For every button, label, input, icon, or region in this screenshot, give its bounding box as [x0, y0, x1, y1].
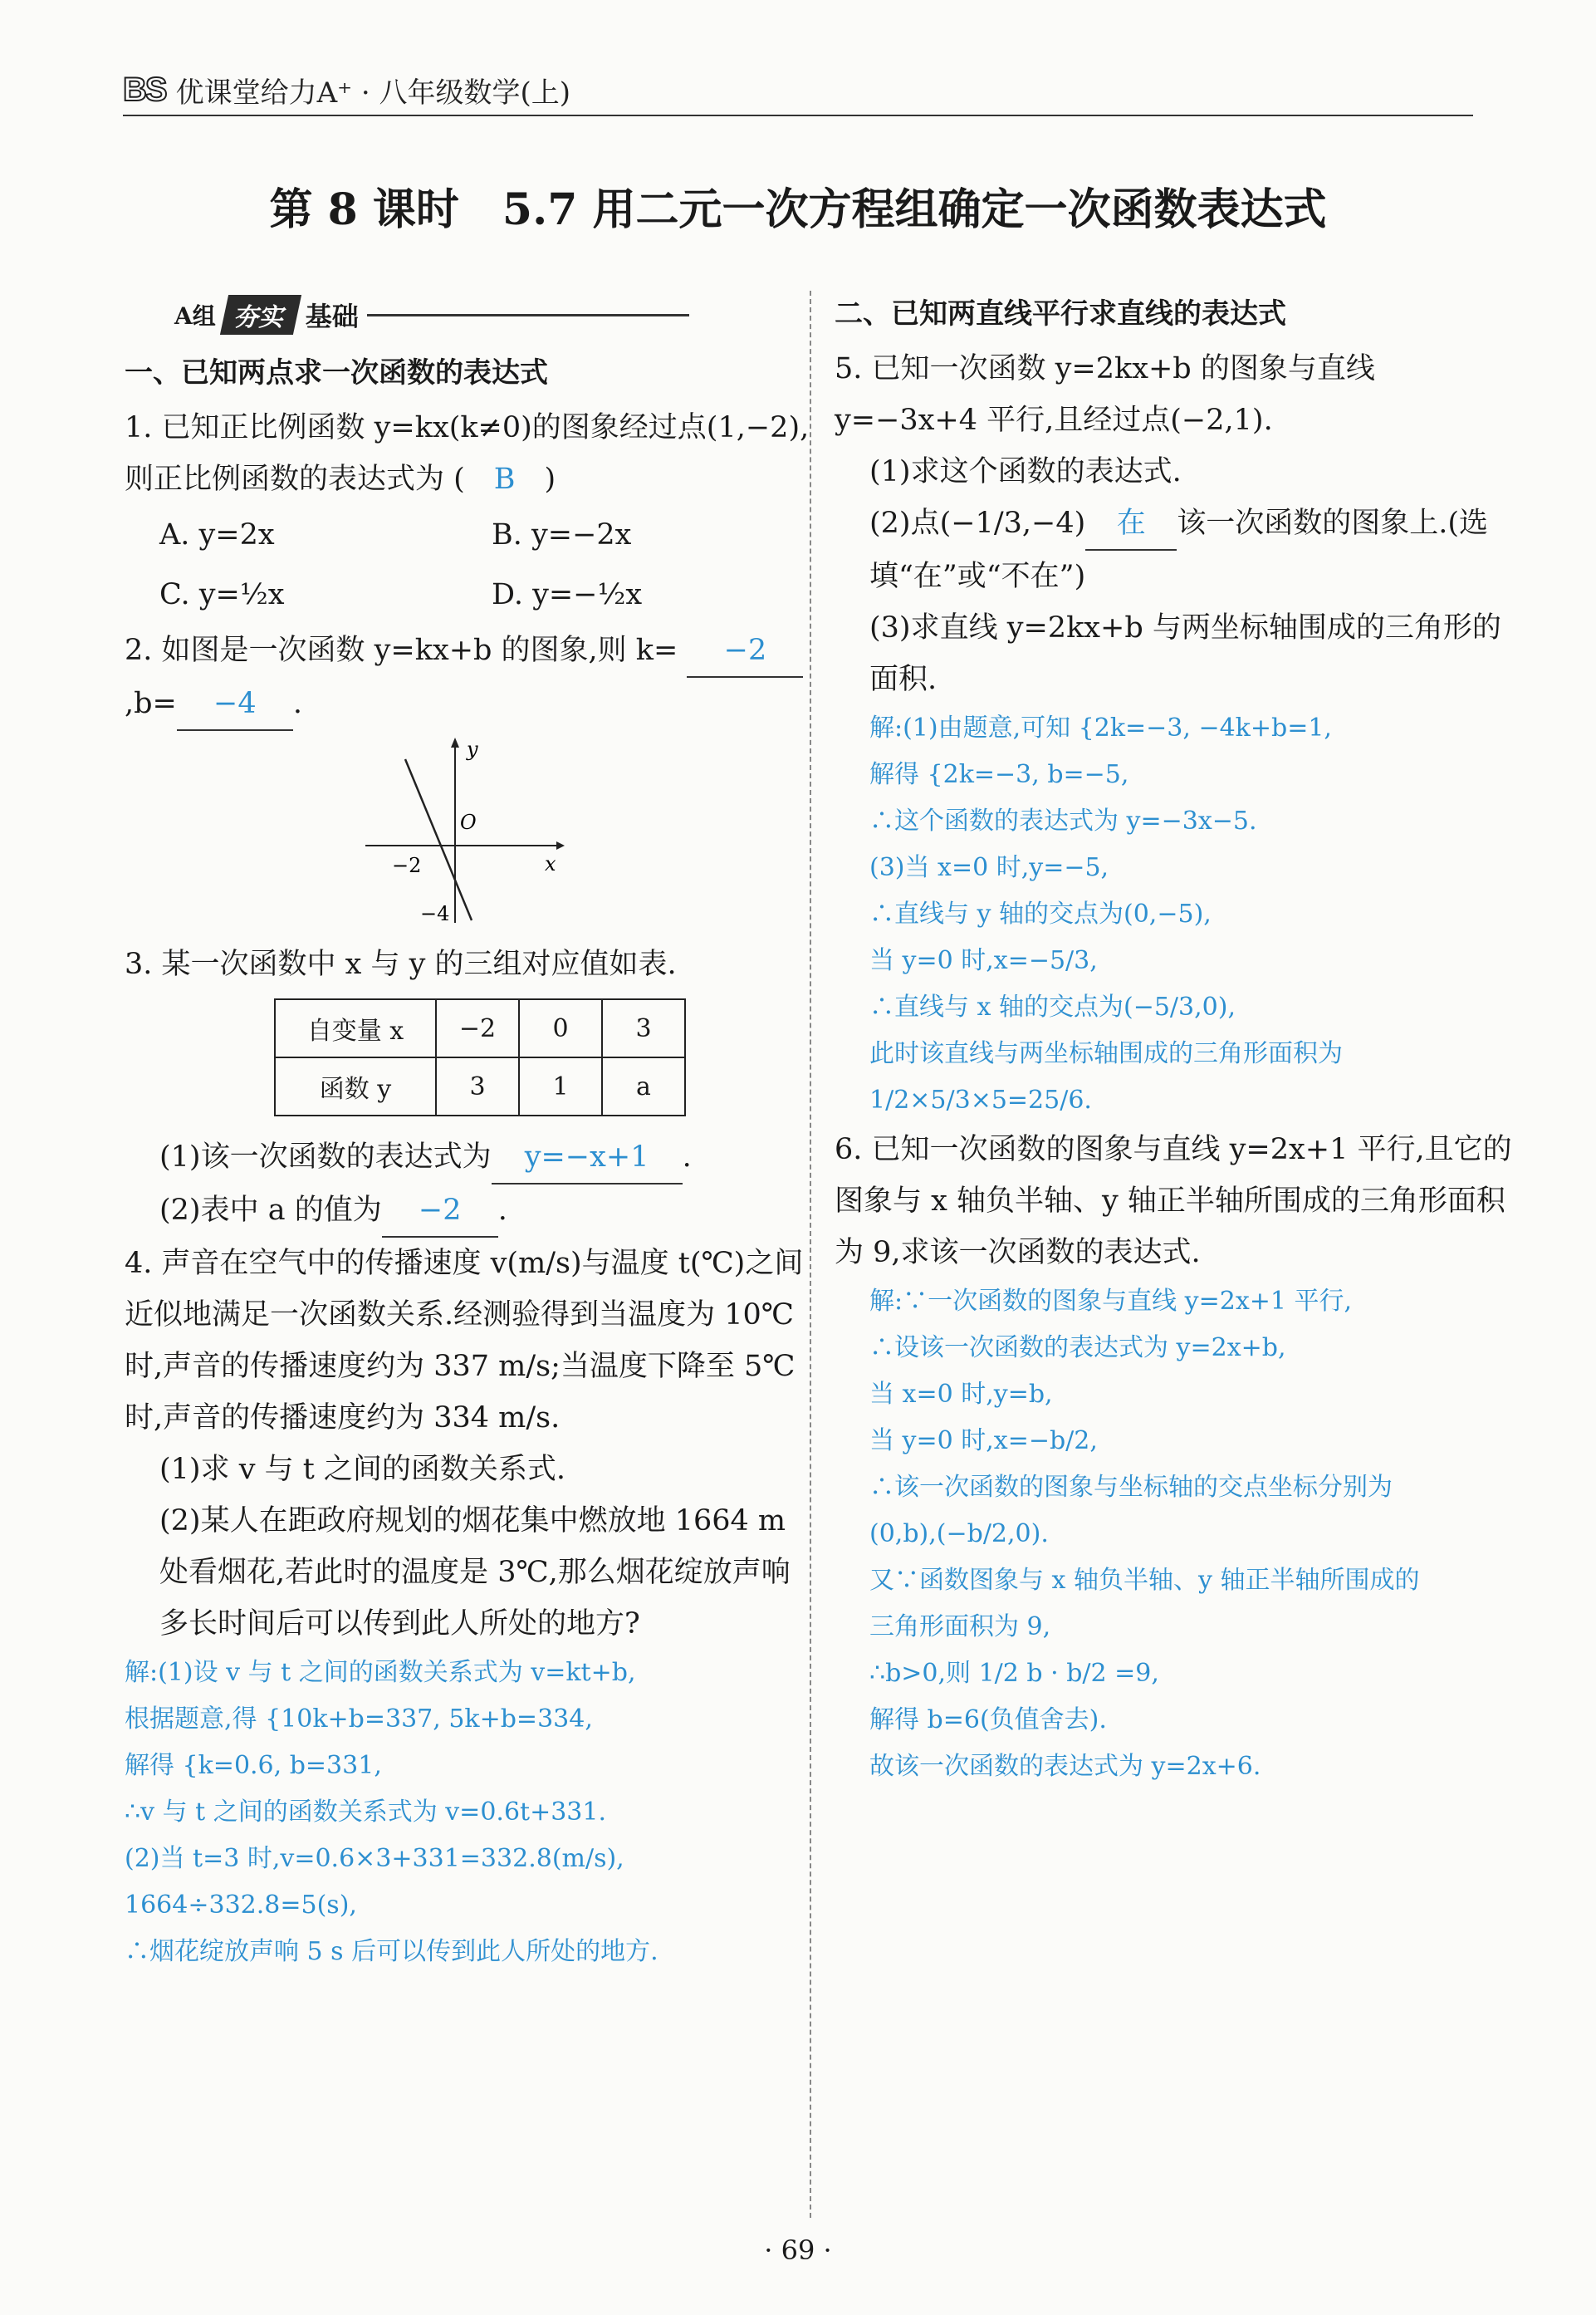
section-2-title: 二、已知两直线平行求直线的表达式: [835, 297, 1286, 331]
question-1: [125, 402, 814, 505]
page-header: [123, 65, 570, 115]
book-title: 优课堂给力A⁺ · 八年级数学(上): [175, 76, 571, 110]
solution-line: 解:∵一次函数的图象与直线 y=2x+1 平行,: [869, 1287, 1353, 1316]
q1-text: 1. 已知正比例函数 y=kx(k≠0)的图象经过点(1,−2),则正比例函数的表达式为 (: [125, 411, 810, 496]
q2-k-answer: −2: [687, 625, 803, 678]
q2-mid: ,b=: [125, 687, 177, 720]
left-column: [125, 282, 814, 1975]
solution-line: ∴该一次函数的图象与坐标轴的交点坐标分别为: [869, 1473, 1393, 1502]
solution-line: (2)当 t=3 时,v=0.6×3+331=332.8(m/s),: [125, 1844, 624, 1873]
q5-part-2: [835, 498, 1524, 602]
q4-part-1: (1)求 v 与 t 之间的函数关系式.: [159, 1453, 566, 1486]
header-rule: [123, 115, 1473, 116]
function-line: [405, 759, 472, 920]
solution-line: ∴烟花绽放声响 5 s 后可以传到此人所处的地方.: [125, 1937, 658, 1966]
bs-logo: BS: [123, 71, 166, 108]
x-axis-arrow: [556, 841, 565, 850]
y-axis-arrow: [451, 738, 459, 748]
solution-line: 又∵函数图象与 x 轴负半轴、y 轴正半轴所围成的: [869, 1566, 1420, 1595]
page-number: · 69 ·: [764, 2234, 832, 2266]
solution-line: 故该一次函数的表达式为 y=2x+6.: [869, 1752, 1261, 1781]
q4-solution: [125, 1650, 814, 1975]
solution-line: 解得 {k=0.6, b=331,: [125, 1751, 382, 1780]
q2-text: 2. 如图是一次函数 y=kx+b 的图象,则 k=: [125, 634, 678, 667]
q3-p1-answer: y=−x+1: [492, 1131, 683, 1184]
choice-d: D. y=−½x: [492, 578, 643, 611]
q3-p1-text: (1)该一次函数的表达式为: [159, 1140, 492, 1174]
solution-line: 根据题意,得 {10k+b=337, 5k+b=334,: [125, 1704, 593, 1734]
solution-line: 解:(1)由题意,可知 {2k=−3, −4k+b=1,: [869, 714, 1332, 743]
right-column: [835, 282, 1524, 1790]
question-5: 5. 已知一次函数 y=2kx+b 的图象与直线 y=−3x+4 平行,且经过点(−2,1).: [835, 352, 1375, 437]
solution-line: 解得 {2k=−3, b=−5,: [869, 760, 1129, 789]
table-row: [275, 1057, 685, 1116]
solution-line: (0,b),(−b/2,0).: [869, 1519, 1049, 1548]
question-3: 3. 某一次函数中 x 与 y 的三组对应值如表.: [125, 948, 677, 981]
solution-line: (3)当 x=0 时,y=−5,: [869, 853, 1109, 882]
q3-part-1: (1)该一次函数的表达式为 y=−x+1 .: [125, 1131, 814, 1184]
q4-part-2: (2)某人在距政府规划的烟花集中燃放地 1664 m 处看烟花,若此时的温度是 3℃,那么烟花绽放声响多长时间后可以传到此人所处的地方?: [159, 1504, 791, 1641]
solution-line: 当 x=0 时,y=b,: [869, 1380, 1053, 1409]
question-6: 6. 已知一次函数的图象与直线 y=2x+1 平行,且它的图象与 x 轴负半轴、y 轴正半轴所围成的三角形面积为 9,求该一次函数的表达式.: [835, 1133, 1512, 1269]
group-banner: [174, 295, 689, 335]
q5-p2-answer: 在: [1085, 498, 1177, 551]
q6-solution: [835, 1278, 1524, 1790]
table-cell: 1: [519, 1057, 602, 1116]
x-axis-label: x: [545, 852, 556, 875]
q2-end: .: [292, 687, 302, 720]
q3-p2-text: (2)表中 a 的值为: [159, 1194, 382, 1227]
table-cell: 函数 y: [275, 1057, 436, 1116]
solution-line: ∴b>0,则 1/2 b · b/2 =9,: [869, 1659, 1159, 1688]
q1-close: ): [515, 463, 556, 496]
q3-table: [274, 998, 686, 1116]
table-cell: 自变量 x: [275, 999, 436, 1057]
solution-line: ∴v 与 t 之间的函数关系式为 v=0.6t+331.: [125, 1798, 607, 1827]
solution-line: 解得 b=6(负值舍去).: [869, 1705, 1107, 1734]
y-axis-label: y: [467, 738, 478, 761]
choice-c: C. y=½x: [159, 578, 285, 611]
q5-p2-text: (2)点(−1/3,−4): [869, 507, 1086, 540]
group-box-label: 夯实: [220, 295, 301, 335]
origin-label: O: [460, 811, 477, 834]
q5-part-1: (1)求这个函数的表达式.: [869, 455, 1182, 488]
solution-line: 三角形面积为 9,: [869, 1612, 1051, 1641]
q5-solution: [835, 705, 1524, 1124]
question-2: [125, 625, 814, 731]
group-a-label: A组: [174, 302, 216, 330]
solution-line: ∴设该一次函数的表达式为 y=2x+b,: [869, 1333, 1286, 1362]
section-1-title: 一、已知两点求一次函数的表达式: [125, 356, 548, 390]
q2-graph: [349, 736, 565, 927]
table-cell: a: [602, 1057, 685, 1116]
q3-p2-answer: −2: [382, 1184, 498, 1238]
solution-line: 当 y=0 时,x=−5/3,: [869, 946, 1098, 975]
solution-line: 1/2×5/3×5=25/6.: [869, 1086, 1092, 1115]
q5-p2-rest: 该一次函数的图象上.(选填“在”或“不在”): [869, 507, 1489, 593]
table-cell: 3: [602, 999, 685, 1057]
y-intercept-label: −4: [420, 902, 450, 925]
q2-b-answer: −4: [177, 678, 293, 731]
q3-part-2: (2)表中 a 的值为 −2 .: [125, 1184, 814, 1238]
table-row: [275, 999, 685, 1057]
table-cell: 3: [436, 1057, 519, 1116]
group-basic-label: 基础: [305, 301, 359, 332]
q1-answer: B: [493, 463, 516, 496]
table-cell: 0: [519, 999, 602, 1057]
solution-line: 解:(1)设 v 与 t 之间的函数关系式为 v=kt+b,: [125, 1658, 636, 1687]
group-banner-line: [367, 314, 689, 316]
question-4: 4. 声音在空气中的传播速度 v(m/s)与温度 t(℃)之间近似地满足一次函数关系.经测验得到当温度为 10℃时,声音的传播速度约为 337 m/s;当温度下降至 5℃时,声音的传播速度约为 334 m/s.: [125, 1247, 804, 1435]
solution-line: ∴直线与 x 轴的交点为(−5/3,0),: [869, 993, 1236, 1022]
solution-line: 1664÷332.8=5(s),: [125, 1891, 357, 1920]
solution-line: ∴直线与 y 轴的交点为(0,−5),: [869, 900, 1212, 929]
x-intercept-label: −2: [392, 854, 422, 877]
solution-line: 此时该直线与两坐标轴围成的三角形面积为: [869, 1039, 1343, 1068]
q1-choices: [125, 505, 814, 625]
q5-part-3: (3)求直线 y=2kx+b 与两坐标轴围成的三角形的面积.: [869, 611, 1501, 696]
choice-b: B. y=−2x: [492, 518, 632, 552]
solution-line: 当 y=0 时,x=−b/2,: [869, 1426, 1098, 1455]
solution-line: ∴这个函数的表达式为 y=−3x−5.: [869, 807, 1257, 836]
table-cell: −2: [436, 999, 519, 1057]
choice-a: A. y=2x: [159, 518, 275, 552]
lesson-title: 第 8 课时 5.7 用二元一次方程组确定一次函数表达式: [269, 184, 1327, 235]
